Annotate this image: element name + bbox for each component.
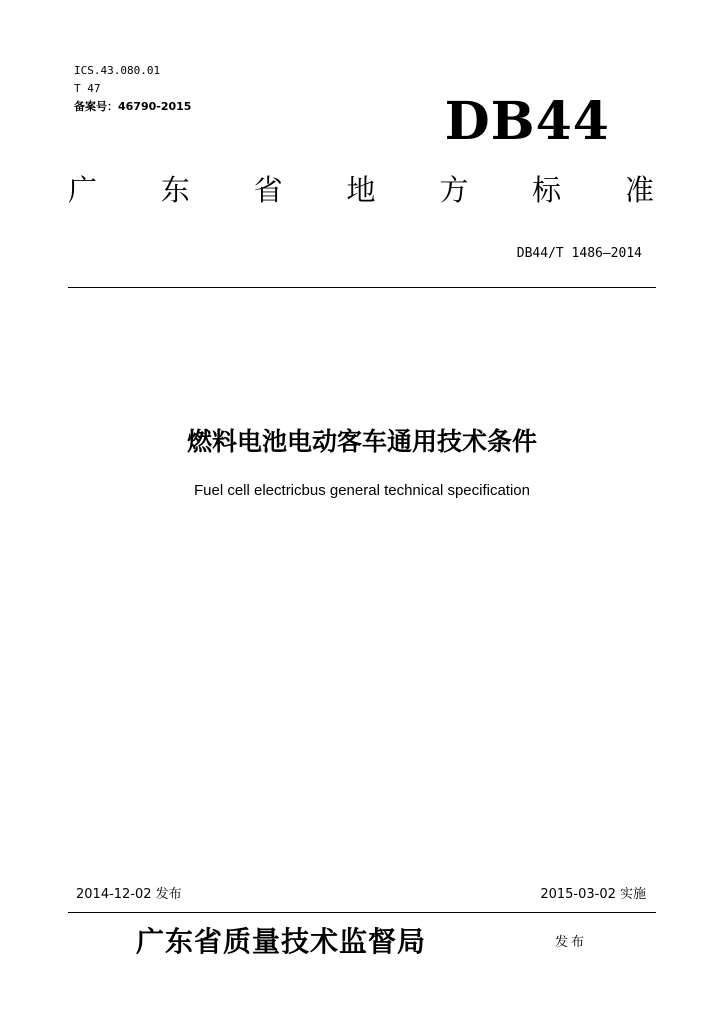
classification-code: T 47 [74, 82, 101, 95]
standard-type-char: 方 [439, 173, 469, 207]
issuing-authority: 广东省质量技术监督局 [136, 925, 427, 958]
document-title-english: Fuel cell electricbus general technical specification [193, 482, 530, 499]
standard-type-heading [68, 170, 654, 210]
standard-type-char: 准 [624, 173, 654, 207]
standard-type-char: 东 [160, 173, 190, 207]
standard-type-char: 标 [532, 173, 562, 207]
ics-code: ICS.43.080.01 [74, 64, 161, 77]
document-title-chinese: 燃料电池电动客车通用技术条件 [186, 427, 537, 456]
standard-code: DB44 [444, 91, 610, 152]
top-divider [68, 287, 656, 288]
standard-type-char: 省 [253, 173, 283, 207]
implementation-date: 2015-03-02 实施 [540, 887, 646, 902]
publish-label: 发布 [555, 935, 588, 950]
filing-number: 备案号：46790-2015 [74, 100, 192, 113]
standard-type-char: 地 [346, 173, 376, 207]
standard-type-char: 广 [68, 173, 98, 207]
standard-number: DB44/T 1486—2014 [516, 246, 642, 261]
issue-date: 2014-12-02 发布 [76, 887, 182, 902]
bottom-divider [68, 912, 656, 913]
